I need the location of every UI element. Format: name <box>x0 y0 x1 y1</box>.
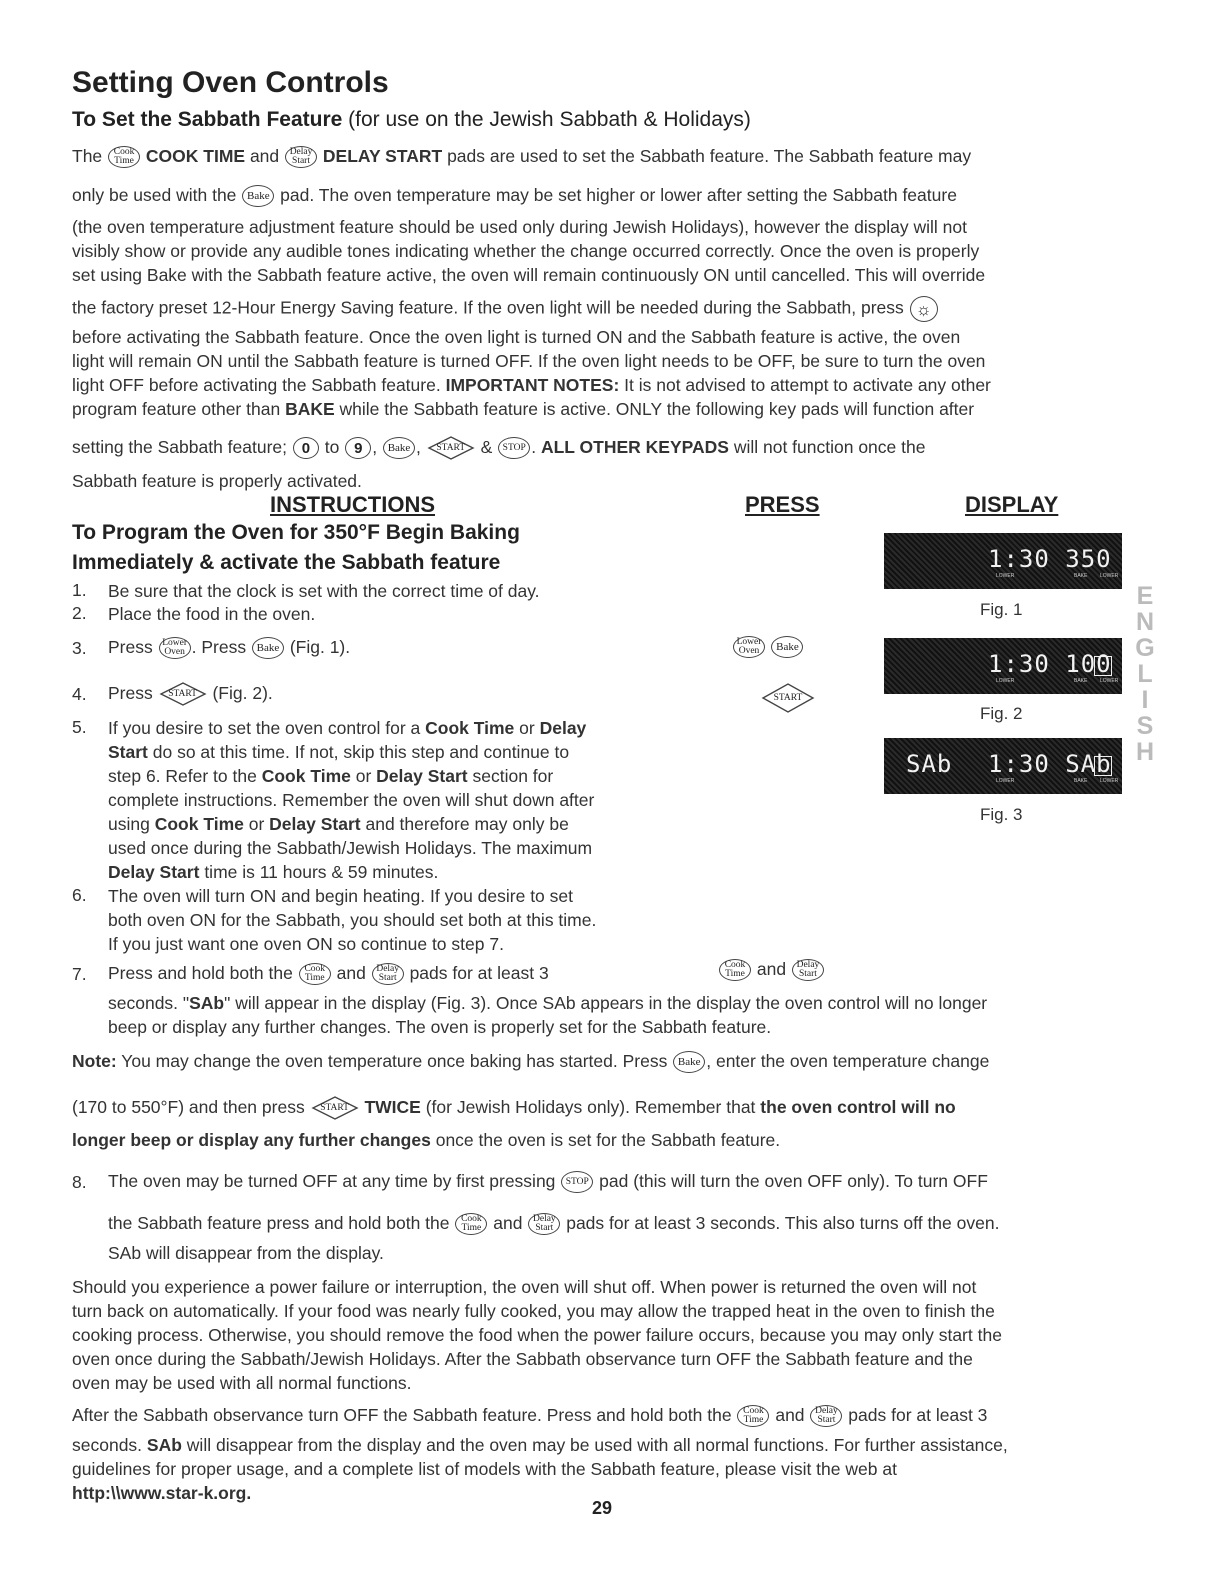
intro-line-12: Sabbath feature is properly activated. <box>72 471 362 491</box>
subtitle-rest: (for use on the Jewish Sabbath & Holidays) <box>348 108 751 131</box>
display-fig-1: 1:30 350 LOWER BAKE LOWER <box>884 533 1122 589</box>
bake-pad-icon: Bake <box>383 437 415 459</box>
start-pad-icon: START <box>761 683 815 713</box>
step-1: Be sure that the clock is set with the correct time of day. <box>108 581 540 601</box>
bake-pad-icon: Bake <box>252 637 284 659</box>
note-line-3: longer beep or display any further changes once the oven is set for the Sabbath feature. <box>72 1130 781 1150</box>
step-number: 3. <box>72 638 87 658</box>
oven-light-pad-icon: ☼ <box>910 296 938 322</box>
step-7-line-2: seconds. "SAb" will appear in the display (Fig. 3). Once SAb appears in the display the oven control will no longer <box>108 993 988 1013</box>
step-number: 2. <box>72 603 87 623</box>
start-pad-icon: START <box>427 436 475 460</box>
intro-line-8: light will remain ON until the Sabbath feature is turned OFF. If the oven light needs to be OFF, be sure to turn the oven <box>72 351 986 371</box>
step-number: 7. <box>72 964 87 984</box>
start-pad-icon: START <box>311 1096 359 1120</box>
delay-start-pad-icon: Delay Start <box>810 1405 842 1427</box>
power-line-4: oven once during the Sabbath/Jewish Holidays. After the Sabbath observance turn OFF the Sabbath feature and the <box>72 1349 973 1369</box>
step-3: Press Lower Oven . Press Bake (Fig. 1). <box>108 637 351 658</box>
nine-pad-icon: 9 <box>345 437 371 459</box>
intro-line-1: The Cook Time COOK TIME and Delay Start DELAY START pads are used to set the Sabbath feature. The Sabbath feature may <box>72 146 972 167</box>
step-8-line-1: The oven may be turned OFF at any time by first pressing STOP pad (this will turn the oven OFF only). To turn OFF <box>108 1170 988 1193</box>
fig-3-caption: Fig. 3 <box>980 805 1023 824</box>
note-line-2: (170 to 550°F) and then press START TWICE (for Jewish Holidays only). Remember that the oven control will no <box>72 1096 956 1120</box>
program-heading-line-2: Immediately & activate the Sabbath feature <box>72 551 501 574</box>
fig-1-caption: Fig. 1 <box>980 600 1023 619</box>
display-fig-3: SAb 1:30 SAb LOWER BAKE LOWER <box>884 738 1122 794</box>
intro-line-5: set using Bake with the Sabbath feature active, the oven will remain continuously ON until cancelled. This will override <box>72 265 986 285</box>
step-6-line-3: If you just want one oven ON so continue to step 7. <box>108 934 504 954</box>
page-number: 29 <box>592 1498 613 1518</box>
press-header: PRESS <box>745 492 820 517</box>
delay-start-pad-icon: Delay Start <box>285 146 317 168</box>
intro-line-7: before activating the Sabbath feature. Once the oven light is turned ON and the Sabbath feature is active, the oven <box>72 327 961 347</box>
after-line-1: After the Sabbath observance turn OFF the Sabbath feature. Press and hold both the Cook Time and Delay Start pads for at least 3 <box>72 1405 988 1426</box>
subtitle-bold: To Set the Sabbath Feature <box>72 108 343 131</box>
step-6-line-2: both oven ON for the Sabbath, you should set both at this time. <box>108 910 597 930</box>
step-4: Press START (Fig. 2). <box>108 682 273 706</box>
step-2: Place the food in the oven. <box>108 604 316 624</box>
intro-line-10: program feature other than BAKE while the Sabbath feature is active. ONLY the following key pads will function after <box>72 399 975 419</box>
intro-line-6: the factory preset 12-Hour Energy Saving feature. If the oven light will be needed during the Sabbath, press ☼ <box>72 296 939 322</box>
display-fig-2: 1:30 100 LOWER BAKE LOWER <box>884 638 1122 694</box>
after-line-2: seconds. SAb will disappear from the display and the oven may be used with all normal functions. For further assistance, <box>72 1435 1008 1455</box>
step-number: 6. <box>72 885 87 905</box>
bake-pad-icon: Bake <box>242 185 274 207</box>
zero-pad-icon: 0 <box>293 437 319 459</box>
step-5-line-4: complete instructions. Remember the oven will shut down after <box>108 790 595 810</box>
press-step-3 <box>732 636 804 658</box>
intro-line-3: (the oven temperature adjustment feature should be used only during Jewish Holidays), however the display will not <box>72 217 967 237</box>
page-title: Setting Oven Controls <box>72 66 389 99</box>
step-number: 5. <box>72 717 87 737</box>
power-line-2: turn back on automatically. If your food was nearly fully cooked, you may allow the trapped heat in the oven to finish the <box>72 1301 995 1321</box>
intro-line-2: only be used with the Bake pad. The oven temperature may be set higher or lower after setting the Sabbath feature <box>72 184 957 207</box>
power-line-3: cooking process. Otherwise, you should remove the food when the power failure occurs, because you may only start the <box>72 1325 1002 1345</box>
step-8-line-3: SAb will disappear from the display. <box>108 1243 384 1263</box>
lower-oven-pad-icon: Lower Oven <box>733 636 765 658</box>
start-pad-icon: START <box>159 682 207 706</box>
step-5-line-2: Start do so at this time. If not, skip this step and continue to <box>108 742 570 762</box>
cook-time-pad-icon: Cook Time <box>108 146 140 168</box>
intro-line-11: setting the Sabbath feature; 0 to 9 , Bake , START & STOP . ALL OTHER KEYPADS will not function once the <box>72 436 925 460</box>
step-5-line-7: Delay Start time is 11 hours & 59 minutes. <box>108 862 439 882</box>
step-5-line-1: If you desire to set the oven control for a Cook Time or Delay <box>108 718 587 738</box>
power-line-1: Should you experience a power failure or interruption, the oven will shut off. When power is returned the oven will not <box>72 1277 977 1297</box>
cook-time-pad-icon: Cook Time <box>737 1405 769 1427</box>
step-5-line-5: using Cook Time or Delay Start and therefore may only be <box>108 814 569 834</box>
step-5-line-6: used once during the Sabbath/Jewish Holidays. The maximum <box>108 838 593 858</box>
instructions-header: INSTRUCTIONS <box>270 492 435 517</box>
cook-time-pad-icon: Cook Time <box>455 1213 487 1235</box>
cook-time-pad-icon: Cook Time <box>299 963 331 985</box>
bake-pad-icon: Bake <box>771 636 803 658</box>
step-7-line-1: Press and hold both the Cook Time and Delay Start pads for at least 3 <box>108 963 549 984</box>
stop-pad-icon: STOP <box>498 437 530 459</box>
intro-line-4: visibly show or provide any audible tones indicating whether the change occurred correctly. Once the oven is properly <box>72 241 980 261</box>
language-side-tab: E N G L I S H <box>1135 582 1155 766</box>
section-subtitle <box>72 108 751 132</box>
stop-pad-icon: STOP <box>561 1171 593 1193</box>
step-number: 1. <box>72 580 87 600</box>
press-step-4 <box>760 683 816 713</box>
after-line-3: guidelines for proper usage, and a complete list of models with the Sabbath feature, please visit the web at <box>72 1459 897 1479</box>
step-number: 8. <box>72 1172 87 1192</box>
note-line-1: Note: You may change the oven temperature once baking has started. Press Bake , enter the oven temperature change <box>72 1050 989 1073</box>
step-6-line-1: The oven will turn ON and begin heating. If you desire to set <box>108 886 573 906</box>
step-number: 4. <box>72 684 87 704</box>
lower-oven-pad-icon: Lower Oven <box>159 637 191 659</box>
display-header: DISPLAY <box>965 492 1059 517</box>
delay-start-pad-icon: Delay Start <box>372 963 404 985</box>
step-8-line-2: the Sabbath feature press and hold both the Cook Time and Delay Start pads for at least 3 seconds. This also turns off the oven. <box>108 1213 1000 1234</box>
press-step-7: Cook Time and Delay Start <box>718 959 825 981</box>
intro-line-9: light OFF before activating the Sabbath feature. IMPORTANT NOTES: It is not advised to attempt to activate any other <box>72 375 991 395</box>
step-7-line-3: beep or display any further changes. The oven is properly set for the Sabbath feature. <box>108 1017 772 1037</box>
bake-pad-icon: Bake <box>673 1051 705 1073</box>
fig-2-caption: Fig. 2 <box>980 704 1023 723</box>
cook-time-pad-icon: Cook Time <box>719 959 751 981</box>
program-heading-line-1: To Program the Oven for 350°F Begin Baking <box>72 521 520 544</box>
power-line-5: oven may be used with all normal functions. <box>72 1373 412 1393</box>
delay-start-pad-icon: Delay Start <box>792 959 824 981</box>
delay-start-pad-icon: Delay Start <box>528 1213 560 1235</box>
step-5-line-3: step 6. Refer to the Cook Time or Delay Start section for <box>108 766 554 786</box>
star-k-link[interactable]: http:\\www.star-k.org. <box>72 1483 252 1503</box>
